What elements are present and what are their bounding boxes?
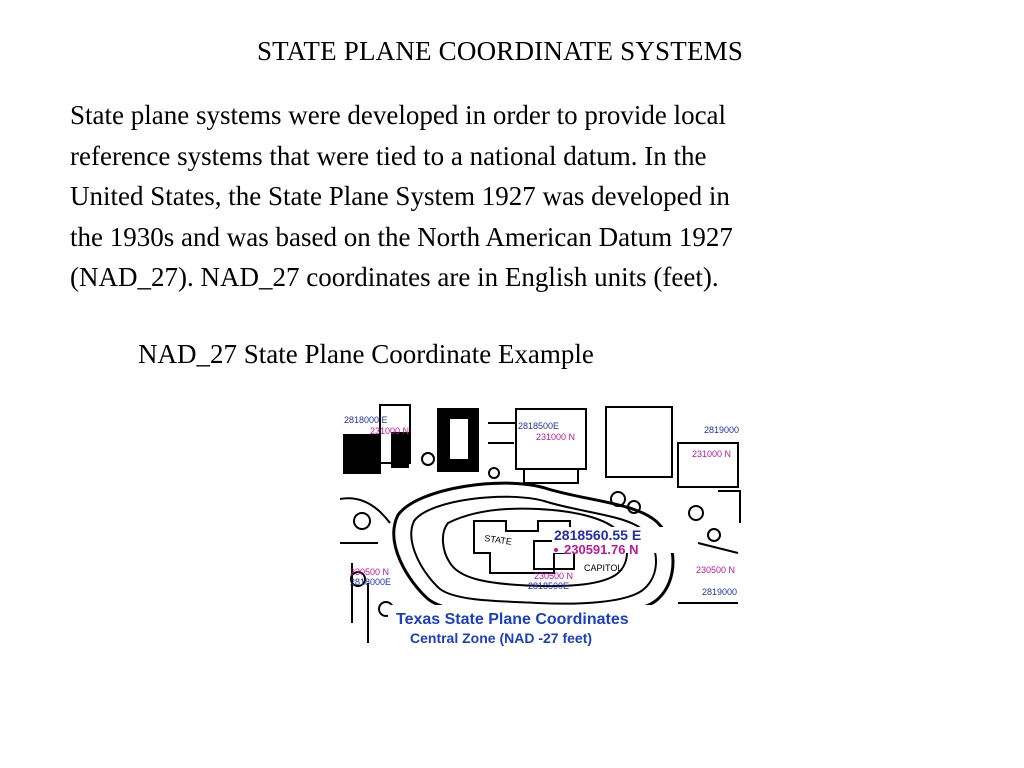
- body-line: the 1930s and was based on the North American Datum 1927: [70, 221, 733, 252]
- grid-label-northing: 230500 N: [696, 565, 736, 575]
- grid-label-easting: 2818500E: [518, 421, 560, 431]
- point-marker: [554, 548, 558, 552]
- body-paragraph: [70, 95, 950, 298]
- grid-label-easting: 2819000: [702, 587, 738, 597]
- grid-label-easting: 2819000: [704, 425, 740, 435]
- map-figure: [338, 403, 747, 650]
- body-line: reference systems that were tied to a national datum. In the: [70, 140, 707, 171]
- point-easting: 2818560.55 E: [554, 527, 642, 543]
- slide-title: STATE PLANE COORDINATE SYSTEMS: [256, 36, 744, 66]
- grid-label-northing: 231000 N: [536, 432, 576, 442]
- grid-label-northing: 230500 N: [534, 571, 574, 581]
- body-line: (NAD_27). NAD_27 coordinates are in English units (feet).: [70, 262, 719, 292]
- map-drawing: [338, 403, 747, 650]
- grid-label-northing: 231000 N: [370, 426, 410, 436]
- building-label-state: STATE: [483, 533, 513, 547]
- grid-label-northing: 231000 N: [692, 449, 732, 459]
- body-line: State plane systems were developed in order to provide local: [70, 100, 727, 130]
- point-northing: 230591.76 N: [564, 542, 639, 557]
- legend-line-2: Central Zone (NAD -27 feet): [410, 630, 593, 646]
- grid-label-northing: 230500 N: [350, 567, 390, 577]
- grid-label-easting: 2818000 E: [344, 415, 388, 425]
- example-caption: NAD_27 State Plane Coordinate Example: [138, 339, 594, 369]
- grid-label-easting: 2818000E: [350, 577, 392, 587]
- grid-label-easting: 2818500E: [528, 581, 570, 591]
- building-label-capitol: CAPITOL: [584, 563, 623, 573]
- legend-line-1: Texas State Plane Coordinates: [396, 611, 629, 628]
- body-line: United States, the State Plane System 1927 was developed in: [70, 181, 730, 211]
